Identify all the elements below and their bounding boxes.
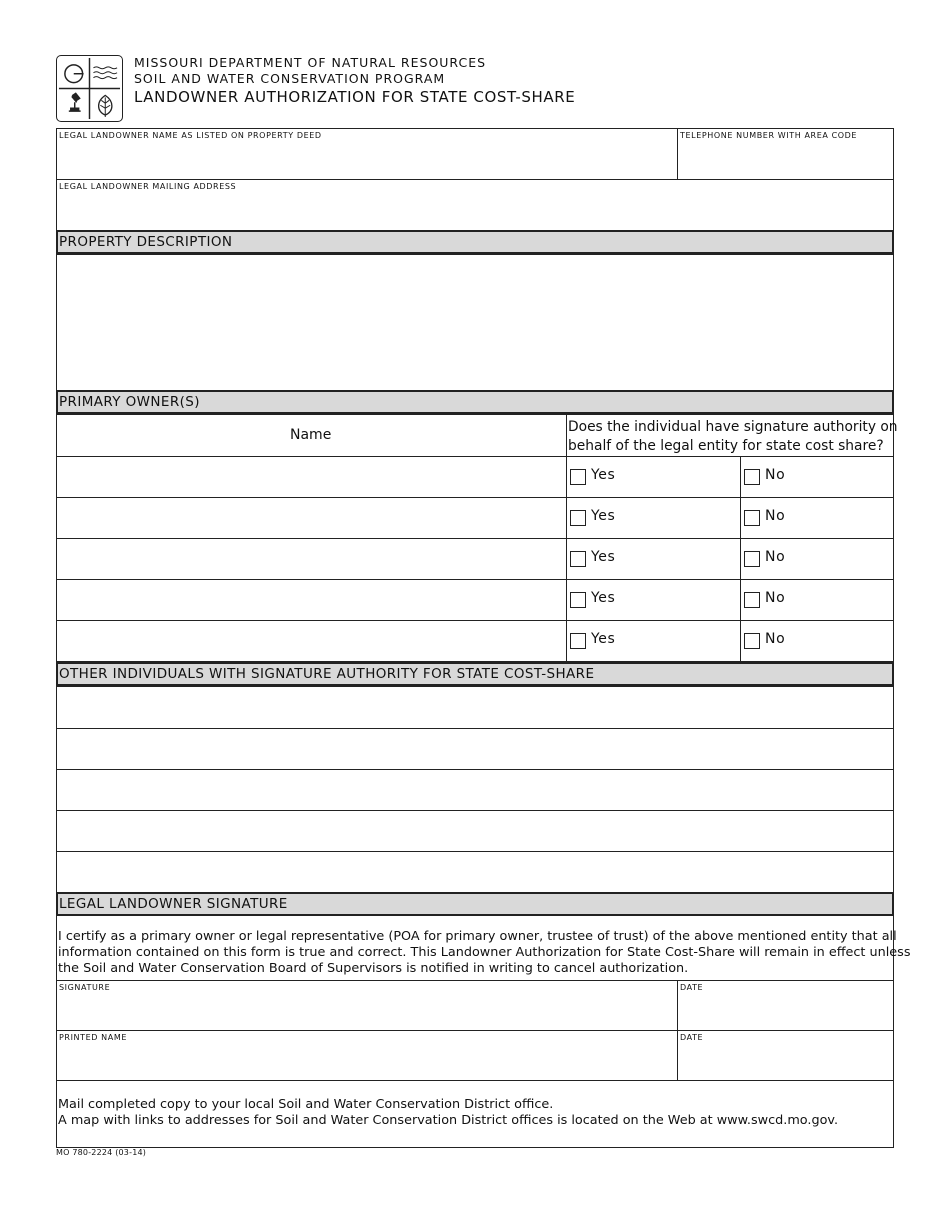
- printed-name-field[interactable]: [56, 1030, 678, 1081]
- agency-name: MISSOURI DEPARTMENT OF NATURAL RESOURCES: [134, 55, 487, 70]
- signature-label: SIGNATURE: [59, 983, 111, 992]
- form-number: MO 780-2224 (03-14): [56, 1148, 147, 1157]
- no-checkbox[interactable]: [744, 633, 760, 649]
- other-individual-input[interactable]: [56, 851, 894, 893]
- owner-name-input[interactable]: [57, 580, 567, 620]
- mail-note-line1: Mail completed copy to your local Soil and Water Conservation District office.: [58, 1097, 554, 1112]
- owner-row: [56, 538, 894, 580]
- no-option[interactable]: [741, 498, 895, 538]
- other-individual-input[interactable]: [56, 728, 894, 770]
- no-checkbox[interactable]: [744, 592, 760, 608]
- no-label: No: [765, 467, 786, 483]
- date-label: DATE: [680, 983, 704, 992]
- owner-row: [56, 497, 894, 539]
- yes-option[interactable]: [567, 457, 741, 497]
- mailing-address-field[interactable]: [56, 179, 894, 231]
- owner-row: [56, 579, 894, 621]
- certification-line2: information contained on this form is true and correct. This Landowner Authorization for State Cost-Share will remain in effect unless: [58, 945, 911, 960]
- owner-name-input[interactable]: [57, 457, 567, 497]
- no-option[interactable]: [741, 621, 895, 661]
- certification-line1: I certify as a primary owner or legal representative (POA for primary owner, trustee of trust) of the above mentioned entity that all: [58, 929, 897, 944]
- property-description-header: PROPERTY DESCRIPTION: [56, 230, 894, 254]
- signature-section-header: LEGAL LANDOWNER SIGNATURE: [56, 892, 894, 916]
- landowner-name-label: LEGAL LANDOWNER NAME AS LISTED ON PROPERTY DEED: [59, 131, 322, 140]
- no-label: No: [765, 508, 786, 524]
- no-option[interactable]: [741, 580, 895, 620]
- yes-option[interactable]: [567, 539, 741, 579]
- landowner-name-field[interactable]: [56, 128, 678, 180]
- mail-note: [58, 1097, 838, 1129]
- yes-option[interactable]: [567, 621, 741, 661]
- yes-label: Yes: [591, 590, 616, 606]
- program-name: SOIL AND WATER CONSERVATION PROGRAM: [134, 71, 446, 86]
- owner-row: [56, 456, 894, 498]
- form-title: LANDOWNER AUTHORIZATION FOR STATE COST-SHARE: [134, 88, 576, 106]
- owners-table-header: [56, 414, 898, 457]
- other-individuals-header: OTHER INDIVIDUALS WITH SIGNATURE AUTHORITY FOR STATE COST-SHARE: [56, 662, 894, 686]
- signature-field[interactable]: [56, 980, 678, 1031]
- primary-owners-header: PRIMARY OWNER(S): [56, 390, 894, 414]
- authority-header-line2: behalf of the legal entity for state cost share?: [568, 438, 884, 454]
- no-label: No: [765, 590, 786, 606]
- dnr-logo: [56, 55, 123, 122]
- certification-line3: the Soil and Water Conservation Board of Supervisors is notified in writing to cancel authorization.: [58, 961, 689, 976]
- printed-name-date-field[interactable]: [677, 1030, 894, 1081]
- certification-text: [58, 929, 911, 977]
- yes-checkbox[interactable]: [570, 633, 586, 649]
- dnr-logo-icon: [57, 56, 122, 121]
- mailing-address-label: LEGAL LANDOWNER MAILING ADDRESS: [59, 182, 237, 191]
- owner-name-input[interactable]: [57, 498, 567, 538]
- signature-date-field[interactable]: [677, 980, 894, 1031]
- no-checkbox[interactable]: [744, 551, 760, 567]
- yes-label: Yes: [591, 467, 616, 483]
- no-option[interactable]: [741, 539, 895, 579]
- owner-name-input[interactable]: [57, 539, 567, 579]
- authority-column-header: [568, 418, 898, 456]
- no-checkbox[interactable]: [744, 510, 760, 526]
- no-checkbox[interactable]: [744, 469, 760, 485]
- other-individual-input[interactable]: [56, 769, 894, 811]
- yes-label: Yes: [591, 508, 616, 524]
- no-label: No: [765, 631, 786, 647]
- owner-name-input[interactable]: [57, 621, 567, 661]
- yes-checkbox[interactable]: [570, 469, 586, 485]
- owner-row: [56, 620, 894, 662]
- other-individual-input[interactable]: [56, 810, 894, 852]
- date-label: DATE: [680, 1033, 704, 1042]
- printed-name-label: PRINTED NAME: [59, 1033, 127, 1042]
- telephone-label: TELEPHONE NUMBER WITH AREA CODE: [680, 131, 858, 140]
- property-description-field[interactable]: [56, 254, 894, 391]
- yes-option[interactable]: [567, 498, 741, 538]
- yes-option[interactable]: [567, 580, 741, 620]
- no-option[interactable]: [741, 457, 895, 497]
- yes-checkbox[interactable]: [570, 510, 586, 526]
- other-individual-input[interactable]: [56, 686, 894, 729]
- yes-checkbox[interactable]: [570, 592, 586, 608]
- authority-header-line1: Does the individual have signature authority on: [568, 419, 898, 435]
- name-column-header: [57, 415, 567, 456]
- yes-label: Yes: [591, 631, 616, 647]
- yes-checkbox[interactable]: [570, 551, 586, 567]
- name-column-label: Name: [290, 427, 332, 443]
- no-label: No: [765, 549, 786, 565]
- mail-note-line2: A map with links to addresses for Soil and Water Conservation District offices is located on the Web at www.swcd.mo.gov.: [58, 1113, 839, 1128]
- telephone-field[interactable]: [677, 128, 894, 180]
- yes-label: Yes: [591, 549, 616, 565]
